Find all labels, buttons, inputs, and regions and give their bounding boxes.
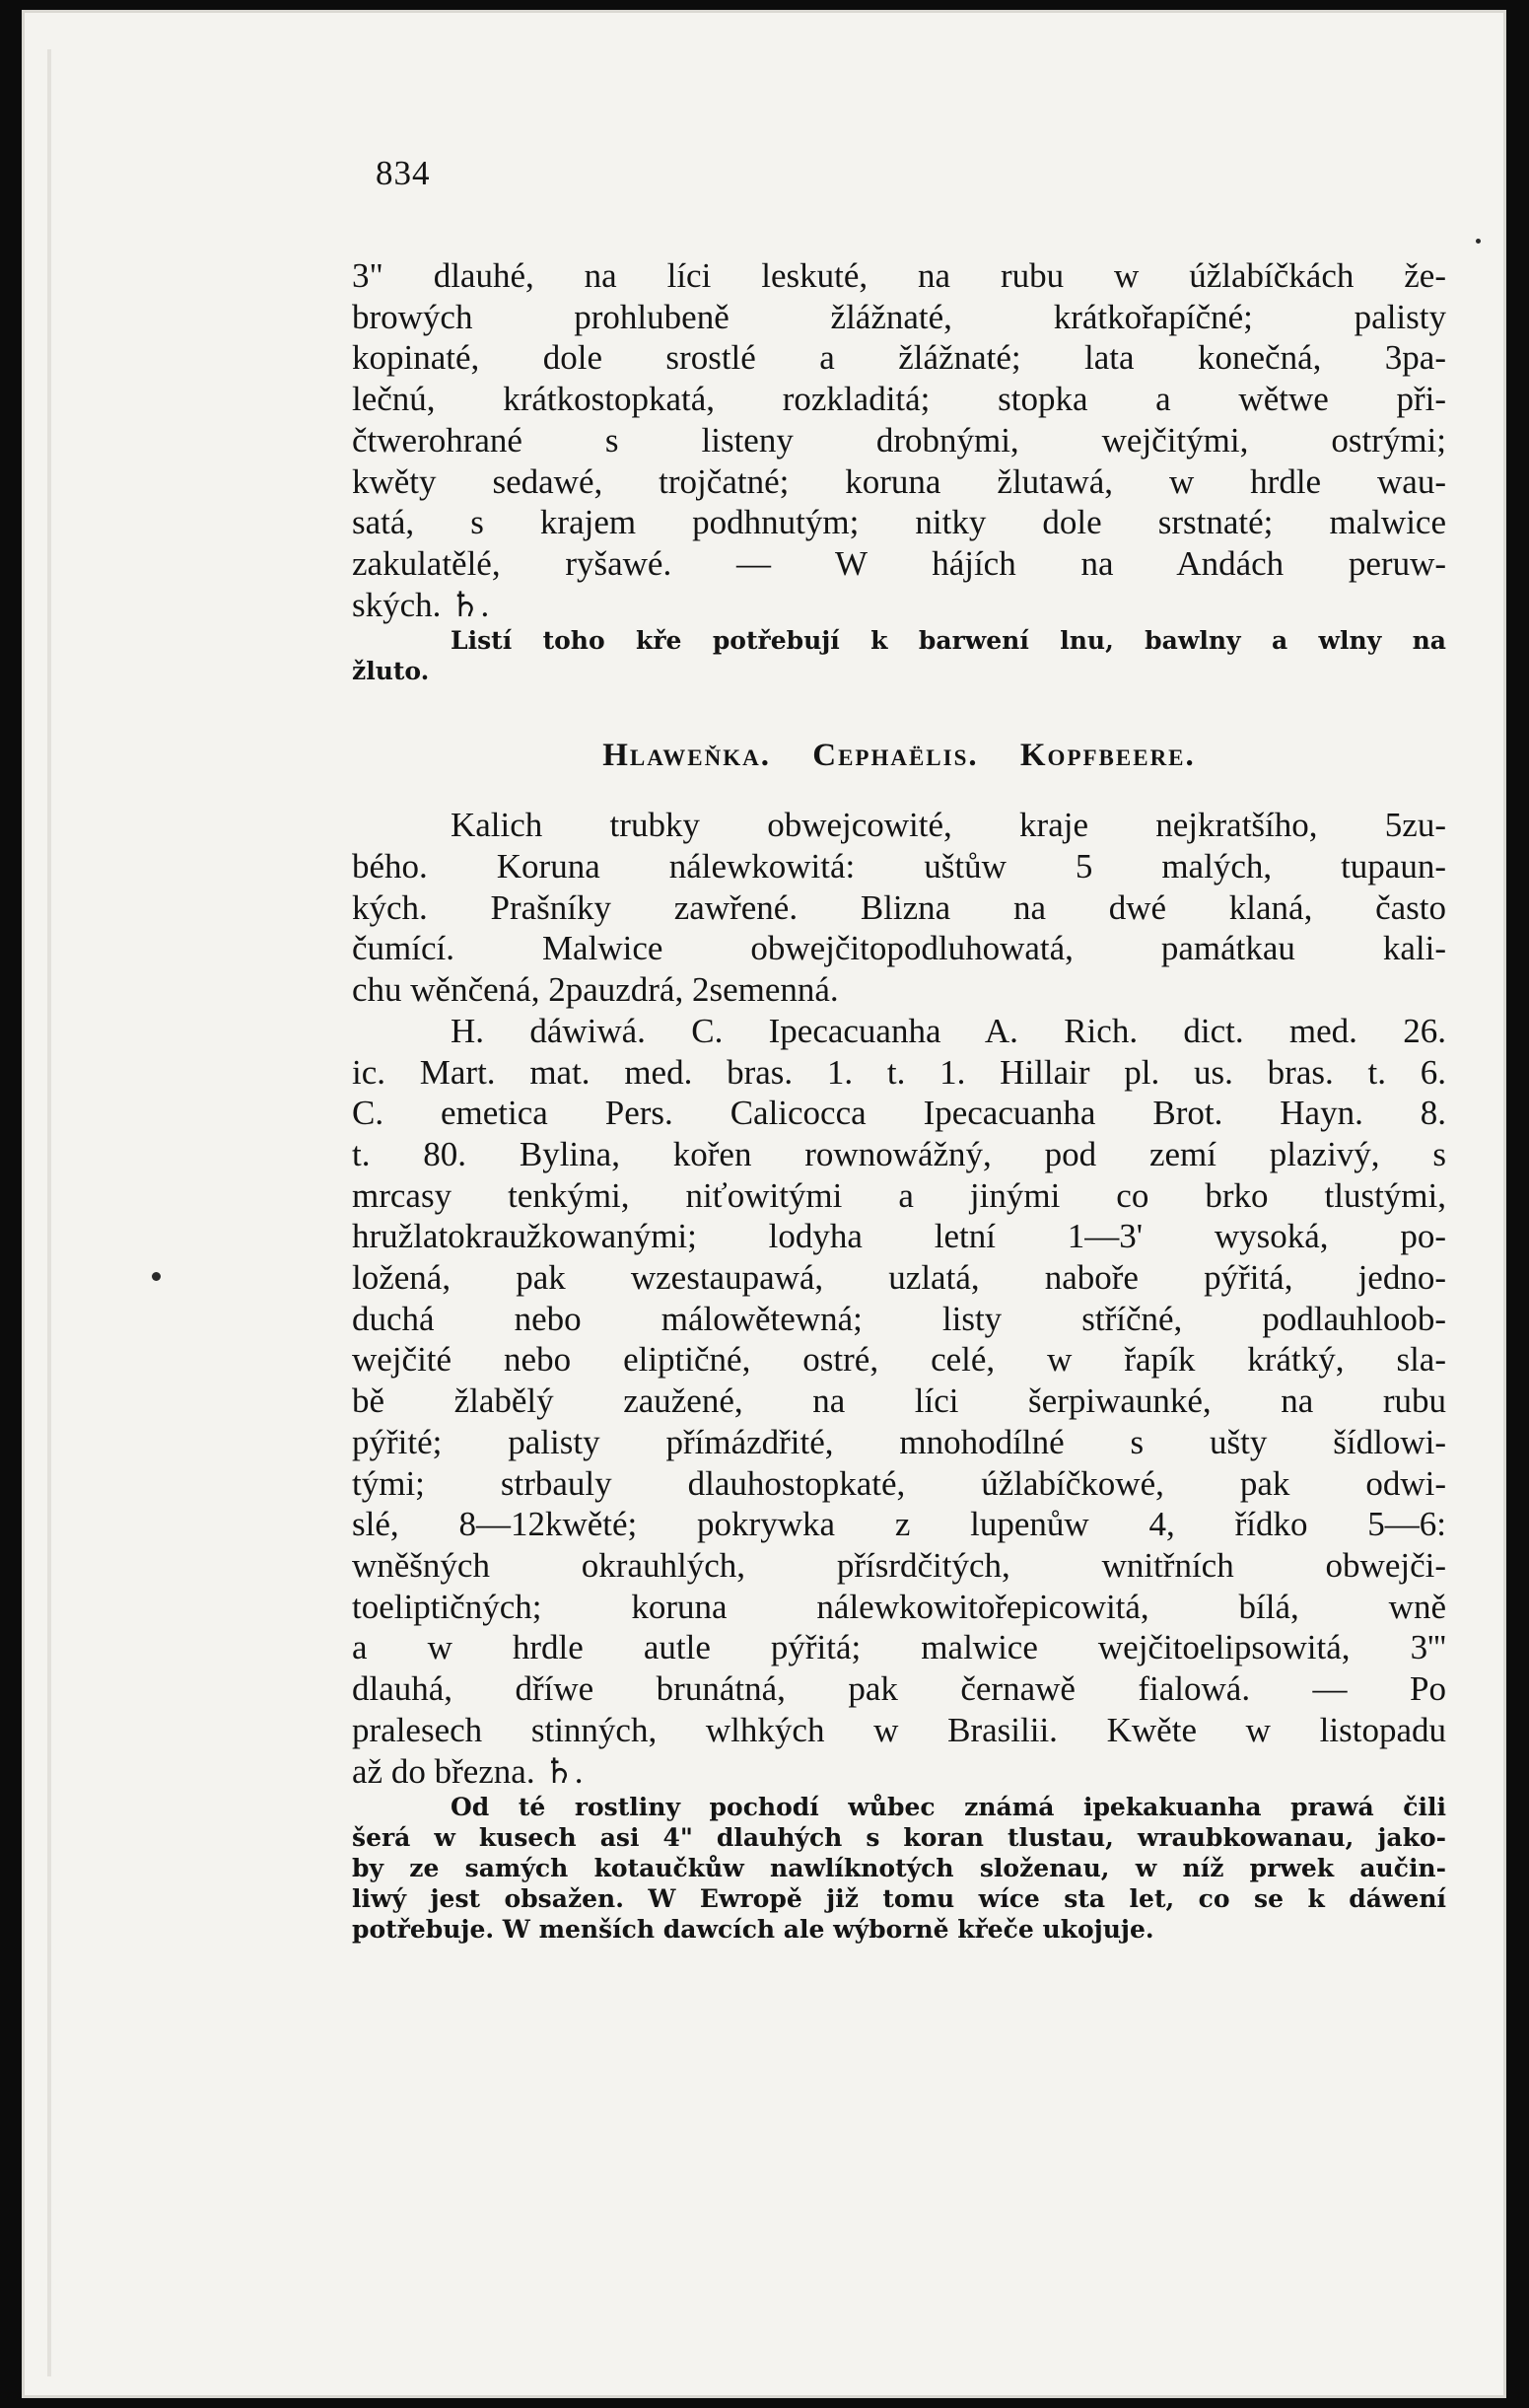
text-line: zakulatělé, ryšawé. — W hájích na Andách peruw- [352,543,1446,583]
text-line: až do března. ♄. [352,1751,584,1791]
intro-footnote [352,625,1446,686]
intro-paragraph [352,255,1446,625]
note-line: potřebuje. W menších dawcích ale wýborně křeče ukojuje. [352,1915,1154,1945]
text-line: pralesech stinných, wlhkých w Brasilii. Kwěte w listopadu [352,1710,1446,1749]
heading-latin: Cephaëlis. [812,738,979,774]
note-line: žluto. [352,657,430,686]
text-line: ic. Mart. mat. med. bras. 1. t. 1. Hillair pl. us. bras. t. 6. [352,1052,1446,1092]
note-line: liwý jest obsažen. W Ewropě již tomu wíce sta let, co se k dáwení [352,1884,1446,1914]
text-line: 3" dlauhé, na líci leskuté, na rubu w úžlabíčkách že- [352,256,1446,295]
page-number: 834 [376,154,431,192]
text-line: toeliptičných; koruna nálewkowitořepicowitá, bílá, wně [352,1587,1446,1626]
note-line: by ze samých kotaučkůw nawlíknotých složenau, w níž prwek aučin- [352,1854,1446,1883]
text-line: bého. Koruna nálewkowitá: uštůw 5 malých, tupaun- [352,847,1446,886]
text-line: dlauhá, dříwe brunátná, pak černawě fialowá. — Po [352,1669,1446,1709]
text-line: a w hrdle autle pýřitá; malwice wejčitoelipsowitá, 3''' [352,1628,1446,1667]
text-line: lečnú, krátkostopkatá, rozkladitá; stopka a wětwe při- [352,380,1446,419]
note-line: šerá w kusech asi 4" dlauhých s koran tlustau, wraubkowanau, jako- [352,1823,1446,1853]
genus-description [352,805,1446,1011]
text-line: bě žlabělý zaužené, na líci šerpiwaunké, na rubu [352,1381,1446,1421]
text-line: kopinaté, dole srostlé a žlážnaté; lata konečná, 3pa- [352,338,1446,378]
text-line: ložená, pak wzestaupawá, uzlatá, naboře pýřitá, jedno- [352,1258,1446,1298]
book-page [22,10,1506,2398]
note-line: Listí toho kře potřebují k barwení lnu, bawlny a wlny na [451,626,1446,656]
text-line: pýřité; palisty přímázdřité, mnohodílné s ušty šídlowi- [352,1422,1446,1461]
text-line: H. dáwiwá. C. Ipecacuanha A. Rich. dict. med. 26. [451,1011,1446,1050]
note-line: Od té rostliny pochodí wůbec známá ipekakuanha prawá čili [451,1793,1446,1822]
text-line: ských. ♄. [352,585,490,624]
text-line: tými; strbauly dlauhostopkaté, úžlabíčkowé, pak odwi- [352,1463,1446,1503]
text-line: browých prohlubeně žlážnaté, krátkořapíčné; palisty [352,297,1446,336]
species-footnote [352,1792,1446,1945]
text-line: wejčité nebo eliptičné, ostré, celé, w řapík krátký, sla- [352,1340,1446,1380]
text-line: hružlatokraužkowanými; lodyha letní 1—3' wysoká, po- [352,1217,1446,1256]
genus-heading [352,738,1446,774]
text-line: kwěty sedawé, trojčatné; koruna žlutawá, w hrdle wau- [352,461,1446,501]
ink-speck [152,1272,161,1281]
heading-czech: Hlaweňka. [602,738,771,774]
ink-speck [1476,239,1481,244]
text-line: slé, 8—12kwěté; pokrywka z lupenůw 4, řídko 5—6: [352,1505,1446,1544]
text-line: chu wěnčená, 2pauzdrá, 2semenná. [352,970,839,1010]
text-line: čtwerohrané s listeny drobnými, wejčitými, ostrými; [352,420,1446,460]
text-line: satá, s krajem podhnutým; nitky dole srstnaté; malwice [352,503,1446,542]
species-description [352,1011,1446,1792]
text-line: duchá nebo málowětewná; listy stříčné, podlauhloob- [352,1299,1446,1338]
text-line: mrcasy tenkými, niťowitými a jinými co brko tlustými, [352,1175,1446,1215]
text-line: wněšných okrauhlých, přísrdčitých, wnitřních obwejči- [352,1545,1446,1585]
text-line: Kalich trubky obwejcowité, kraje nejkratšího, 5zu- [451,806,1446,845]
page-edge-shadow [47,49,51,2376]
text-line: kých. Prašníky zawřené. Blizna na dwé klaná, často [352,887,1446,927]
text-line: t. 80. Bylina, kořen rownowážný, pod zemí plazivý, s [352,1134,1446,1173]
heading-german: Kopfbeere. [1019,738,1196,774]
text-line: čumící. Malwice obwejčitopodluhowatá, památkau kali- [352,929,1446,968]
page-content [352,154,1446,1945]
text-line: C. emetica Pers. Calicocca Ipecacuanha Brot. Hayn. 8. [352,1094,1446,1133]
